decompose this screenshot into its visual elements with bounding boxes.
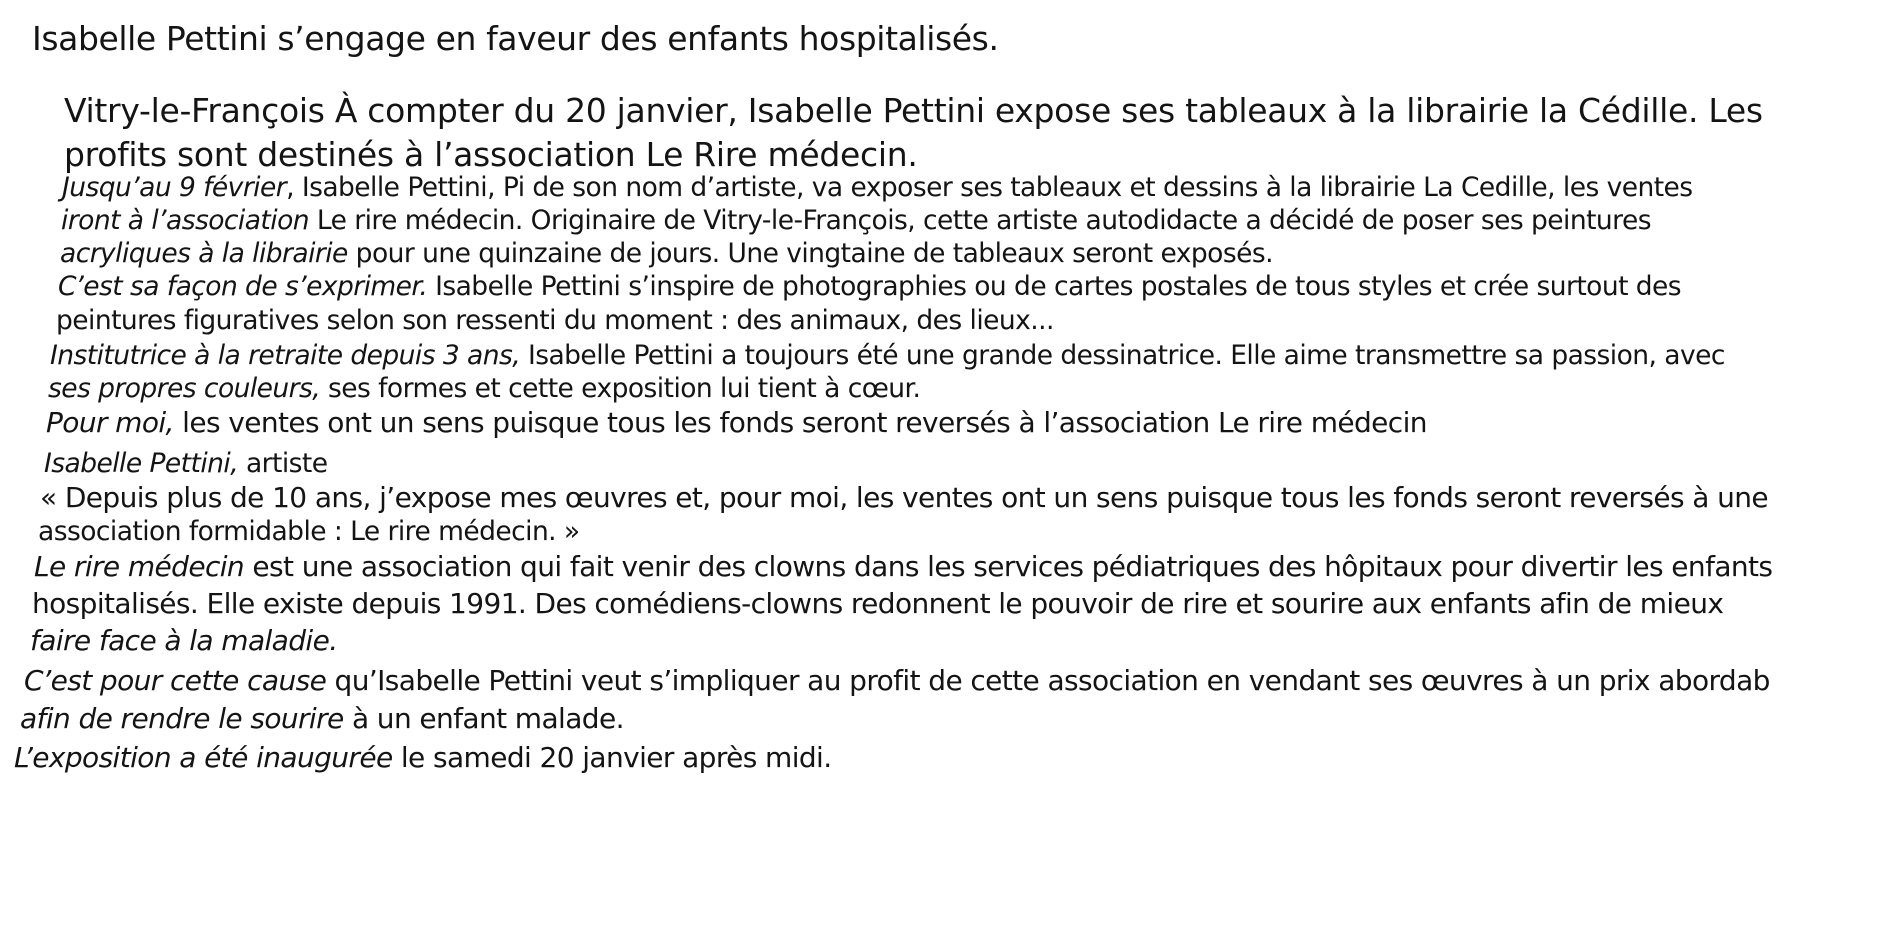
- p6-line-1-text: le samedi 20 janvier après midi.: [392, 741, 832, 774]
- p1-line-1-text: , Isabelle Pettini, Pi de son nom d’artiste, va exposer ses tableaux et dessins à la librairie La Cedille, les ventes: [286, 172, 1693, 203]
- p5-line-1: [24, 664, 1770, 697]
- p2-line-1: [58, 271, 1682, 302]
- pullquote-text: les ventes ont un sens puisque tous les fonds seront reversés à l’association Le rire médecin: [173, 406, 1427, 439]
- p5-line-2-text: à un enfant malade.: [343, 702, 624, 735]
- p4-line-1-text: est une association qui fait venir des clowns dans les services pédiatriques des hôpitaux pour divertir les enfants: [244, 550, 1773, 583]
- p4-line-2: [32, 587, 1724, 620]
- p3-line-2: [48, 373, 921, 404]
- quote-line-1-text: « Depuis plus de 10 ans, j’expose mes œuvres et, pour moi, les ventes ont un sens puisque tous les fonds seront reversés à une: [40, 481, 1769, 514]
- p1-line-2-lead: iront à l’association: [61, 205, 309, 236]
- p2-line-1-lead: C’est sa façon de s’exprimer.: [58, 271, 428, 302]
- lede-line-1: Vitry-le-François À compter du 20 janvier, Isabelle Pettini expose ses tableaux à la librairie la Cédille. Les: [64, 91, 1763, 130]
- p1-line-1-lead: Jusqu’au 9 février: [62, 172, 287, 203]
- byline: [44, 448, 328, 479]
- p3-line-2-text: ses formes et cette exposition lui tient à cœur.: [320, 373, 921, 404]
- p3-line-1: [50, 340, 1725, 371]
- byline-name: Isabelle Pettini,: [44, 448, 239, 479]
- p4-line-1: [34, 550, 1773, 583]
- pullquote: [46, 406, 1427, 439]
- p2-line-2: [56, 305, 1054, 336]
- quote-line-1: [40, 481, 1769, 514]
- p1-line-1: [62, 172, 1693, 203]
- quote-line-2-text: association formidable : Le rire médecin. »: [38, 516, 580, 547]
- p3-line-2-lead: ses propres couleurs,: [48, 373, 321, 404]
- p4-line-1-lead: Le rire médecin: [34, 550, 245, 583]
- lede-line-2: profits sont destinés à l’association Le Rire médecin.: [64, 135, 918, 174]
- p5-line-2: [20, 702, 624, 735]
- p6-line-1-lead: L’exposition a été inaugurée: [14, 741, 393, 774]
- p5-line-2-lead: afin de rendre le sourire: [20, 702, 344, 735]
- p1-line-3-lead: acryliques à la librairie: [60, 238, 348, 269]
- article-title: Isabelle Pettini s’engage en faveur des enfants hospitalisés.: [32, 19, 999, 58]
- p1-line-2-text: Le rire médecin. Originaire de Vitry-le-François, cette artiste autodidacte a décidé de poser ses peintures: [308, 205, 1651, 236]
- pullquote-lead: Pour moi,: [46, 406, 174, 439]
- p1-line-3-text: pour une quinzaine de jours. Une vingtaine de tableaux seront exposés.: [347, 238, 1273, 269]
- p3-line-1-lead: Institutrice à la retraite depuis 3 ans,: [50, 340, 521, 371]
- p4-line-3-lead: faire face à la maladie.: [30, 624, 338, 657]
- quote-line-2: [38, 516, 580, 547]
- p5-line-1-text: qu’Isabelle Pettini veut s’impliquer au profit de cette association en vendant ses œuvres à un prix abordab: [326, 664, 1770, 697]
- p1-line-2: [61, 205, 1651, 236]
- p4-line-3: [30, 624, 338, 657]
- p4-line-2-text: hospitalisés. Elle existe depuis 1991. Des comédiens-clowns redonnent le pouvoir de rire et sourire aux enfants afin de mieux: [32, 587, 1724, 620]
- p1-line-3: [60, 238, 1273, 269]
- p2-line-1-text: Isabelle Pettini s’inspire de photographies ou de cartes postales de tous styles et crée surtout des: [427, 271, 1682, 302]
- p6-line-1: [14, 741, 832, 774]
- byline-role: artiste: [238, 448, 328, 479]
- p5-line-1-lead: C’est pour cette cause: [24, 664, 327, 697]
- p2-line-2-text: peintures figuratives selon son ressenti du moment : des animaux, des lieux...: [56, 305, 1054, 336]
- p3-line-1-text: Isabelle Pettini a toujours été une grande dessinatrice. Elle aime transmettre sa passion, avec: [520, 340, 1725, 371]
